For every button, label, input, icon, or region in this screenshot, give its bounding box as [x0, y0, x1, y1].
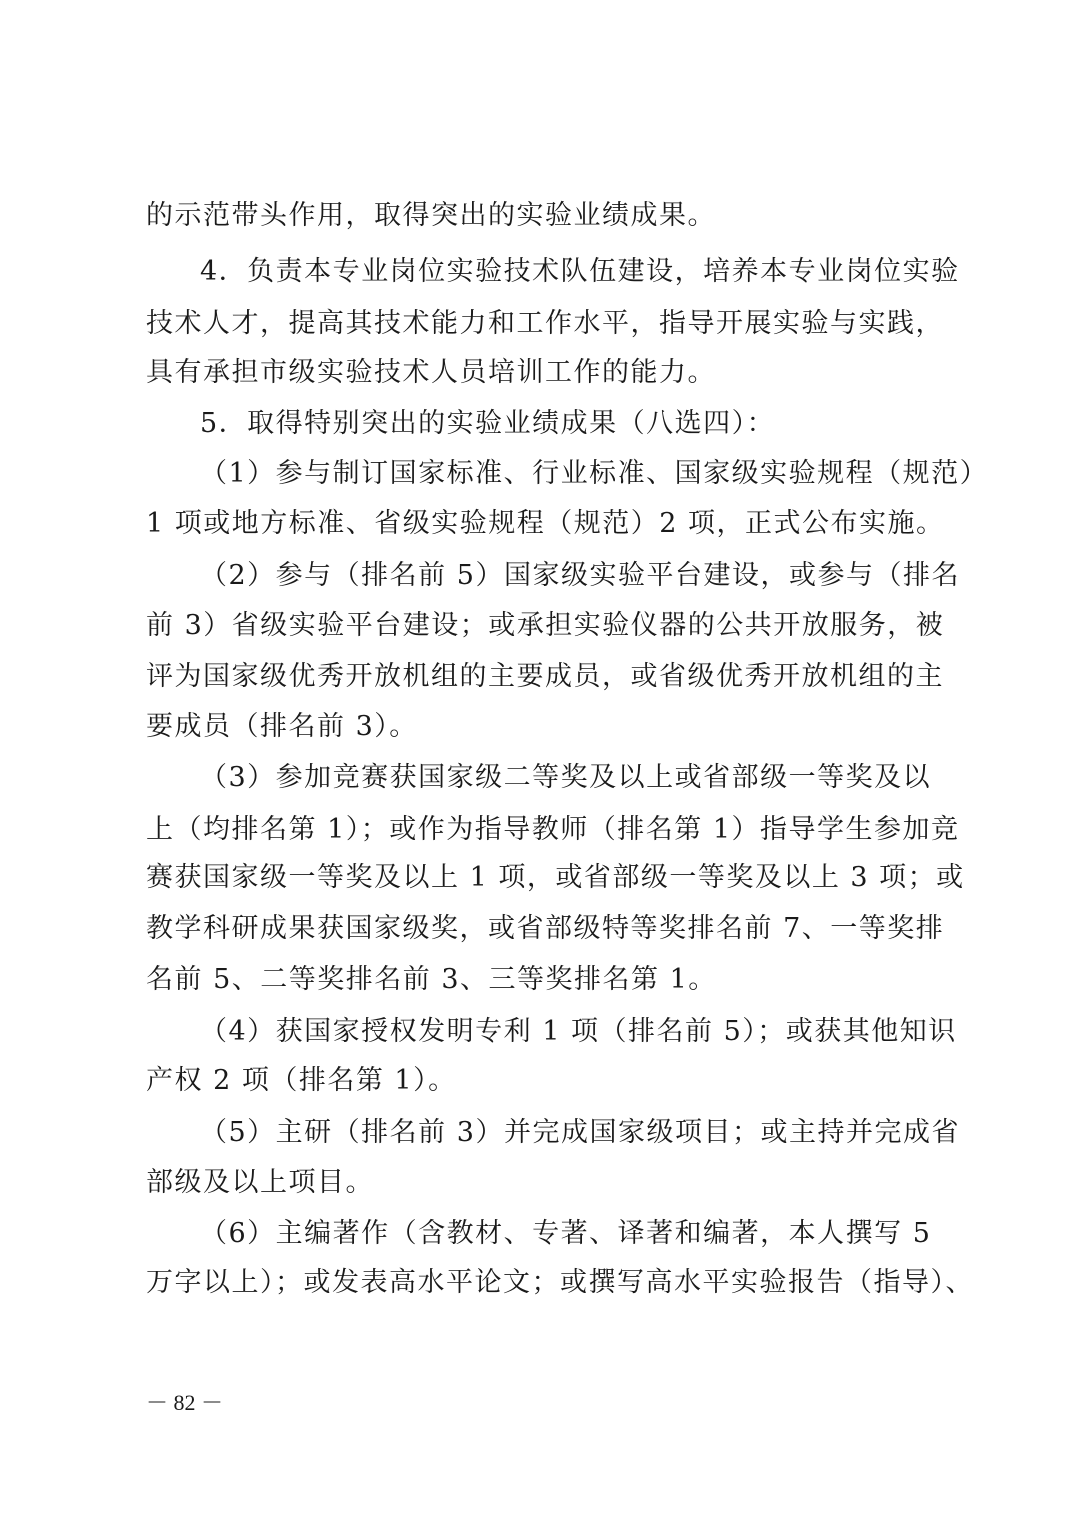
text-line: 部级及以上项目。 — [146, 1167, 374, 1198]
text-line: （1）参与制订国家标准、行业标准、国家级实验规程（规范） — [200, 458, 989, 489]
text-line: 产权 2 项（排名第 1）。 — [146, 1065, 457, 1096]
text-line: 上（均排名第 1）；或作为指导教师（排名第 1）指导学生参加竞 — [146, 814, 960, 845]
page-number: － 82 － — [146, 1390, 224, 1415]
text-line: 技术人才，提高其技术能力和工作水平，指导开展实验与实践， — [146, 308, 944, 339]
text-line: （3）参加竞赛获国家级二等奖及以上或省部级一等奖及以 — [200, 762, 932, 793]
text-line: 赛获国家级一等奖及以上 1 项，或省部级一等奖及以上 3 项；或 — [146, 862, 965, 893]
text-line: 5．取得特别突出的实验业绩成果（八选四）： — [200, 408, 776, 439]
text-line: 的示范带头作用，取得突出的实验业绩成果。 — [146, 200, 716, 231]
text-line: 具有承担市级实验技术人员培训工作的能力。 — [146, 357, 716, 388]
text-line: 评为国家级优秀开放机组的主要成员，或省级优秀开放机组的主 — [146, 661, 944, 692]
text-line: （2）参与（排名前 5）国家级实验平台建设，或参与（排名 — [200, 560, 960, 591]
text-line: 万字以上）；或发表高水平论文；或撰写高水平实验报告（指导）、 — [146, 1267, 974, 1298]
text-line: 教学科研成果获国家级奖，或省部级特等奖排名前 7、一等奖排 — [146, 913, 945, 944]
text-line: （6）主编著作（含教材、专著、译著和编著，本人撰写 5 — [200, 1218, 932, 1249]
text-line: 4．负责本专业岗位实验技术队伍建设，培养本专业岗位实验 — [200, 256, 960, 287]
text-line: （5）主研（排名前 3）并完成国家级项目；或主持并完成省 — [200, 1117, 960, 1148]
text-line: 要成员（排名前 3）。 — [146, 711, 418, 742]
text-line: 名前 5、二等奖排名前 3、三等奖排名第 1。 — [146, 964, 717, 995]
text-line: 前 3）省级实验平台建设；或承担实验仪器的公共开放服务，被 — [146, 610, 945, 641]
text-line: （4）获国家授权发明专利 1 项（排名前 5）；或获其他知识 — [200, 1016, 957, 1047]
text-line: 1 项或地方标准、省级实验规程（规范）2 项，正式公布实施。 — [146, 508, 945, 539]
